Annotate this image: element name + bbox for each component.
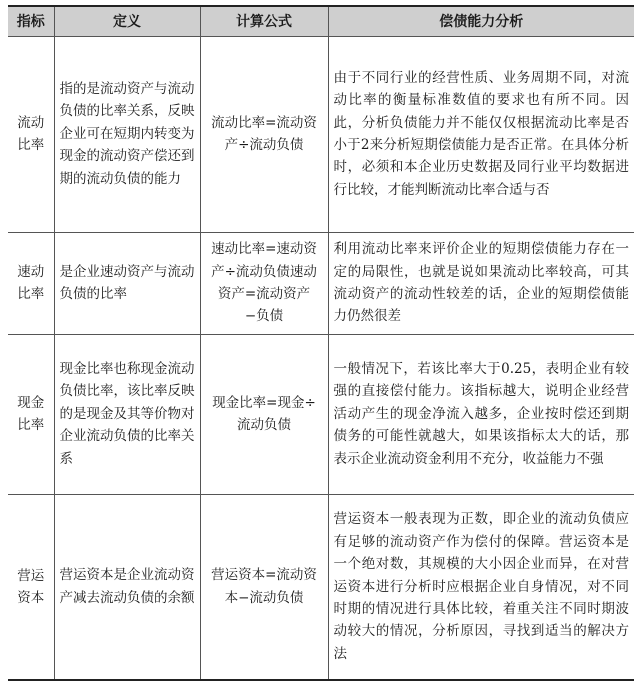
solvency-ratio-table xyxy=(8,5,634,681)
table-header-row xyxy=(8,6,634,36)
indicator-name: 营运资本 xyxy=(17,567,45,606)
indicator-cell xyxy=(8,36,54,232)
formula-cell: 流动比率=流动资产÷流动负债 xyxy=(200,36,328,232)
definition-cell: 是企业速动资产与流动负债的比率 xyxy=(54,232,200,334)
table-row xyxy=(8,494,634,680)
definition-cell: 指的是流动资产与流动负债的比率关系，反映企业可在短期内转变为现金的流动资产偿还到期的流动负债的能力 xyxy=(54,36,200,232)
analysis-cell: 由于不同行业的经营性质、业务周期不同，对流动比率的衡量标准数值的要求也有所不同。因此，分析负债能力并不能仅仅根据流动比率是否小于2来分析短期偿债能力是否正常。在具体分析时，必须和本企业历史数据及同行业平均数据进行比较，才能判断流动比率合适与否 xyxy=(328,36,634,232)
indicator-cell xyxy=(8,232,54,334)
header-formula: 计算公式 xyxy=(200,6,328,36)
definition-cell: 营运资本是企业流动资产减去流动负债的余额 xyxy=(54,494,200,680)
indicator-cell xyxy=(8,334,54,494)
analysis-cell: 利用流动比率来评价企业的短期偿债能力存在一定的局限性，也就是说如果流动比率较高，可其流动资产的流动性较差的话，企业的短期偿债能力仍然很差 xyxy=(328,232,634,334)
analysis-cell: 营运资本一般表现为正数，即企业的流动负债应有足够的流动资产作为偿付的保障。营运资本是一个绝对数，其规模的大小因企业而异，在对营运资本进行分析时应根据企业自身情况，对不同时期的情况进行具体比较，着重关注不同时期波动较大的情况，分析原因，寻找到适当的解决方法 xyxy=(328,494,634,680)
indicator-name: 流动比率 xyxy=(17,114,45,153)
analysis-cell: 一般情况下，若该比率大于0.25，表明企业有较强的直接偿付能力。该指标越大，说明企业经营活动产生的现金净流入越多，企业按时偿还到期债务的可能性就越大，如果该指标太大的话，那表示企业流动资金利用不充分，收益能力不强 xyxy=(328,334,634,494)
indicator-cell xyxy=(8,494,54,680)
table-row xyxy=(8,232,634,334)
table-row xyxy=(8,334,634,494)
table-row xyxy=(8,36,634,232)
definition-cell: 现金比率也称现金流动负债比率，该比率反映的是现金及其等价物对企业流动负债的比率关系 xyxy=(54,334,200,494)
indicator-name: 速动比率 xyxy=(17,263,45,302)
header-analysis: 偿债能力分析 xyxy=(328,6,634,36)
formula-cell: 营运资本=流动资本−流动负债 xyxy=(200,494,328,680)
formula-cell: 现金比率=现金÷流动负债 xyxy=(200,334,328,494)
formula-cell: 速动比率=速动资产÷流动负债速动资产=流动资产−负债 xyxy=(200,232,328,334)
indicator-name: 现金比率 xyxy=(17,394,45,433)
document-page xyxy=(8,5,634,681)
header-indicator: 指标 xyxy=(8,6,54,36)
header-definition: 定义 xyxy=(54,6,200,36)
